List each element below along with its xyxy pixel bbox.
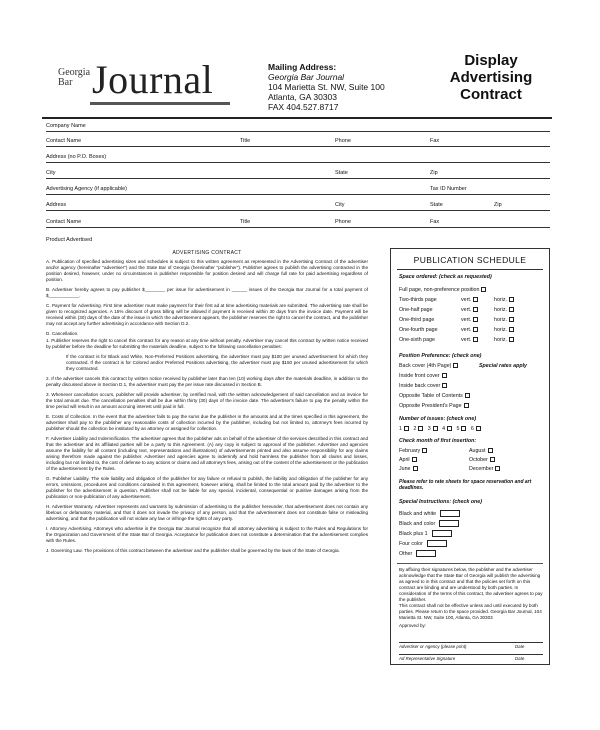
- agreement-text: By affixing their signatures below, the publisher and the advertiser acknowledge that the State Bar of Georgia will publish the advertising as agreed to in this contract and that the policies set forth on this contract are binding and are understood by both parties. In consideration of the terms of this contract, the advertiser agrees to pay the publisher.: [399, 567, 543, 602]
- checkbox[interactable]: [476, 426, 481, 431]
- fax-label: Fax: [430, 138, 440, 144]
- checkbox[interactable]: [440, 510, 460, 517]
- opt-horiz: horiz.: [494, 337, 507, 343]
- checkbox[interactable]: [404, 426, 409, 431]
- position-opposite-president[interactable]: [399, 403, 469, 409]
- size-one-sixth[interactable]: [399, 337, 435, 343]
- agency-label: Advertising Agency (if applicable): [46, 186, 128, 192]
- checkbox[interactable]: [495, 466, 500, 471]
- opt-horiz: horiz.: [494, 307, 507, 313]
- checkbox[interactable]: [464, 403, 469, 408]
- issue-count: 5: [456, 426, 460, 432]
- return-instructions: This contract shall not be effective unless and until executed by both parties. Please return to the space provided. Georgia Bar Journal, 104 Marietta St. NW, Suite 100, Atlanta, GA 30303: [399, 603, 542, 620]
- month-april[interactable]: [399, 457, 417, 463]
- size-label: One-half page: [399, 307, 433, 313]
- checkbox[interactable]: [442, 373, 447, 378]
- clause-h: H. Advertiser Warranty. Advertiser represents and warrants by submission of advertising to the publisher hereunder, that advertisement does not contain any libelous or defamatory material, and that it does not invade the privacy of any person, and that the advertisement does not constitute false or misleading advertising, and that the publication will not violate any law or infringe the rights of any party.: [46, 504, 368, 521]
- city2-label: City: [335, 202, 345, 208]
- checkbox[interactable]: [461, 426, 466, 431]
- mailing-address: [268, 62, 385, 112]
- size-label: Full page, non-preference position: [399, 287, 480, 293]
- city-label: City: [46, 170, 56, 176]
- issue-count: 1: [399, 426, 402, 432]
- clause-j: J. Governing Law. The provisions of this contract between the advertiser and the publisher shall be governed by the laws of the State of Georgia.: [46, 548, 340, 553]
- one-third-horiz[interactable]: [494, 317, 514, 323]
- clause-b: B. Advertiser hereby agrees to pay publisher $________ per issue for advertisement in ______ issues of the Georgia Bar Journal for a total payment of $____________.: [46, 287, 368, 298]
- state2-label: State: [430, 202, 443, 208]
- city-row[interactable]: [46, 165, 550, 179]
- color-label: Black and color: [399, 520, 436, 527]
- address2-row[interactable]: [46, 197, 550, 211]
- issue-count: 3: [427, 426, 431, 432]
- sig1-date-label: Date: [515, 644, 525, 649]
- position-opposite-toc[interactable]: [399, 393, 470, 399]
- checkbox[interactable]: [413, 466, 418, 471]
- checkbox[interactable]: [473, 337, 478, 342]
- checkbox[interactable]: [490, 457, 495, 462]
- special-rates-note: Special rates apply: [479, 363, 527, 369]
- space-ordered-label: Space ordered: (check as requested): [399, 274, 492, 280]
- state-label: State: [335, 170, 348, 176]
- rate-sheet-note: Please refer to rate sheets for space reservation and art deadlines.: [399, 479, 532, 491]
- schedule-title-rule: [397, 269, 543, 270]
- contact2-row[interactable]: [46, 214, 550, 228]
- checkbox[interactable]: [509, 307, 514, 312]
- size-one-half[interactable]: [399, 307, 433, 313]
- company-name-label: Company Name: [46, 123, 86, 129]
- clause-d1a: If the contract is for Black and White, Non-Preferred Positions advertising, the advertiser must pay $100 per unused advertisement for which they contracted. If the contract is for Colored and/or Preferred Positions advertising, the advertiser must pay $150 per unused advertisement for which they contracted.: [66, 354, 368, 371]
- sig1-label: Advertiser or Agency (please print): [399, 644, 467, 649]
- checkbox[interactable]: [488, 448, 493, 453]
- mailing-publication: Georgia Bar Journal: [268, 72, 345, 82]
- checkbox[interactable]: [432, 530, 452, 537]
- color-label: Black plus 1: [399, 530, 428, 537]
- color-label: Four color: [399, 540, 423, 547]
- clause-d1: 1. Publisher reserves the right to cancel this contract for any reason at any time without penalty. Advertiser may cancel this contract by written notice received by publisher before the deadline for submitting the materials deadline, subject to the following cancellation penalties:: [46, 338, 368, 349]
- position-back-cover[interactable]: [399, 363, 458, 369]
- opt-vert: vert.: [461, 307, 472, 313]
- size-full-page[interactable]: [399, 287, 486, 293]
- size-one-third[interactable]: [399, 317, 434, 323]
- opt-vert: vert.: [461, 337, 472, 343]
- opt-horiz: horiz.: [494, 317, 507, 323]
- issues-label: Number of issues: (check one): [399, 416, 477, 422]
- month-june[interactable]: [399, 466, 418, 472]
- title-line-1: Display: [464, 52, 518, 69]
- schedule-title: PUBLICATION SCHEDULE: [413, 255, 527, 265]
- checkbox[interactable]: [439, 520, 459, 527]
- checkbox[interactable]: [473, 297, 478, 302]
- checkbox[interactable]: [433, 426, 438, 431]
- month-august[interactable]: [469, 448, 493, 454]
- color-black-color[interactable]: [399, 520, 459, 527]
- one-fourth-vert[interactable]: [461, 327, 478, 333]
- ad-rep-signature-line[interactable]: [399, 654, 543, 661]
- opt-horiz: horiz.: [494, 327, 507, 333]
- title-label: Title: [240, 138, 251, 144]
- month-october[interactable]: [469, 457, 495, 463]
- checkbox[interactable]: [509, 337, 514, 342]
- checkbox[interactable]: [509, 297, 514, 302]
- color-four-color[interactable]: [399, 540, 447, 547]
- clause-g: G. Publisher Liability. The sole liability and obligation of the publisher for any failure or refusal to publish, the liability and obligation of the publisher for any errors, omissions, procedures and conditions contained in this agreement, however arising, shall be limited to the total amount paid by the advertiser to the publisher for the advertisement in question. Publisher shall not be liable for any special, incidental, consequential or punitive damages arising from the publication or non-publication of any advertisement.: [46, 476, 368, 499]
- issue-count: 2: [413, 426, 417, 432]
- phone2-label: Phone: [335, 219, 351, 225]
- document-title: [436, 52, 546, 103]
- checkbox[interactable]: [447, 426, 452, 431]
- two-thirds-horiz[interactable]: [494, 297, 514, 303]
- size-label: One-fourth page: [399, 327, 438, 333]
- size-two-thirds[interactable]: [399, 297, 437, 303]
- month-label: April: [399, 457, 410, 463]
- color-label: Other: [399, 550, 413, 557]
- color-other[interactable]: [399, 550, 436, 557]
- clause-d: D. Cancellation.: [46, 331, 79, 336]
- checkbox[interactable]: [412, 457, 417, 462]
- advertiser-signature-line[interactable]: [399, 642, 543, 649]
- checkbox[interactable]: [442, 383, 447, 388]
- logo-small-text: Georgia Bar: [58, 67, 91, 88]
- opt-vert: vert.: [461, 297, 472, 303]
- checkbox[interactable]: [465, 393, 470, 398]
- company-name-field[interactable]: [46, 118, 550, 132]
- one-sixth-horiz[interactable]: [494, 337, 514, 343]
- first-insertion-label: Check month of first insertion:: [399, 438, 477, 444]
- checkbox[interactable]: [427, 540, 447, 547]
- two-thirds-vert[interactable]: [461, 297, 478, 303]
- checkbox[interactable]: [481, 287, 486, 292]
- one-sixth-vert[interactable]: [461, 337, 478, 343]
- special-instructions-label: Special Instructions: (check one): [399, 499, 483, 505]
- contract-heading: ADVERTISING CONTRACT: [172, 250, 242, 256]
- position-label: Inside front cover: [399, 373, 440, 379]
- month-label: October: [469, 457, 488, 463]
- title-line-2: Advertising: [449, 69, 533, 86]
- product-advertised-label: Product Advertised: [46, 237, 93, 243]
- fax2-label: Fax: [430, 219, 440, 225]
- agency-row[interactable]: [46, 181, 550, 195]
- checkbox[interactable]: [418, 426, 423, 431]
- month-december[interactable]: [469, 466, 500, 472]
- clause-d2: 2. If the advertiser cancels this contract by written notice received by publisher later than ten (10) working days after the materials deadline, in addition to the penalty discussed above in Section D.1, the advertiser must pay the per issue rate discussed in Section B.: [46, 376, 368, 387]
- position-preference-label: Position Preference: (check one): [399, 353, 482, 359]
- position-inside-back[interactable]: [399, 383, 447, 389]
- month-label: December: [469, 466, 494, 472]
- issues-options[interactable]: [399, 426, 481, 432]
- opt-horiz: horiz.: [494, 297, 507, 303]
- contact-row[interactable]: [46, 133, 550, 147]
- checkbox[interactable]: [473, 317, 478, 322]
- clause-e: E. Costs of Collection. In the event that the advertiser fails to pay the sums due the publisher in the amounts and at the times specified in this agreement, the advertiser shall pay to the publisher any reasonable costs of collection incurred by the publisher, including but not limited to, attorney's fees incurred by publisher should the collection be instituted by an attorney or assigned for collection.: [46, 414, 368, 431]
- month-label: February: [399, 448, 421, 454]
- section-divider: [397, 563, 543, 564]
- contract-terms: [46, 250, 368, 558]
- checkbox[interactable]: [416, 550, 436, 557]
- checkbox[interactable]: [473, 327, 478, 332]
- checkbox[interactable]: [509, 327, 514, 332]
- month-label: June: [399, 466, 411, 472]
- position-label: Opposite Table of Contents: [399, 393, 463, 399]
- zip2-label: Zip: [494, 202, 502, 208]
- clause-c: C. Payment for Advertising. First time advertiser must make payment for their first ad at time advertising materials are submitted. The advertising rate shall be given to recognized agencies. A 15% discount of gross billing will be allowed if payment is received within 30 days from the invoice date. Payment will be received within (30) days of the date of the issue in which the advertisement appears, the publisher reserves the right to cancel the contract, and the publisher may not accept any further advertising in accordance with Section D.2.: [46, 303, 368, 326]
- mailing-city: Atlanta, GA 30303: [268, 92, 337, 102]
- one-half-vert[interactable]: [461, 307, 478, 313]
- tax-id-label: Tax ID Number: [430, 186, 467, 192]
- color-label: Black and white: [399, 510, 437, 517]
- clause-i: I. Attorney Advertising. Attorneys who advertise in the Georgia Bar Journal recognize that all attorney advertising is subject to the Rules and Regulations for the Organization and Government of the State Bar of Georgia. Acceptance for publication does not constitute a determination that the advertisement complies with the Rules.: [46, 526, 368, 543]
- one-third-vert[interactable]: [461, 317, 478, 323]
- checkbox[interactable]: [509, 317, 514, 322]
- address2-label: Address: [46, 202, 67, 208]
- color-black-white[interactable]: [399, 510, 460, 517]
- one-half-horiz[interactable]: [494, 307, 514, 313]
- checkbox[interactable]: [453, 363, 458, 368]
- position-label: Opposite President's Page: [399, 403, 462, 409]
- address-field[interactable]: [46, 149, 550, 163]
- issue-count: 6: [470, 426, 474, 432]
- sig2-label: Ad Representative Signature: [399, 656, 456, 661]
- phone-label: Phone: [335, 138, 351, 144]
- position-label: Inside back cover: [399, 383, 441, 389]
- color-black-plus-1[interactable]: [399, 530, 452, 537]
- title2-label: Title: [240, 219, 251, 225]
- size-label: One-sixth page: [399, 337, 435, 343]
- mailing-heading: Mailing Address:: [268, 62, 337, 72]
- zip-label: Zip: [430, 170, 438, 176]
- journal-logo: [50, 58, 225, 108]
- size-label: Two-thirds page: [399, 297, 437, 303]
- month-label: August: [469, 448, 486, 454]
- mailing-fax: FAX 404.527.8717: [268, 102, 339, 112]
- logo-rule: [90, 102, 230, 105]
- sig2-date-label: Date: [515, 656, 525, 661]
- opt-vert: vert.: [461, 327, 472, 333]
- checkbox[interactable]: [473, 307, 478, 312]
- logo-big-text: Journal: [92, 57, 214, 102]
- approved-by-label: Approved by:: [399, 623, 427, 628]
- clause-d3: 3. Whenever cancellation occurs, publisher will provide advertiser, by certified mail, with the written acknowledgement of said cancellation and an invoice for the total amount due. The cancellation penalties shall be due within thirty (30) days of the invoice date. The advertiser's failure to pay the penalty within the time period will result in an amount accruing interest until paid in full.: [46, 392, 368, 409]
- clause-a: A. Publication of specified advertising sizes and schedules is subject to this written agreement as represented in the Advertising Contract of the advertiser and/or agency (hereinafter "advertiser") and the State Bar of Georgia (hereinafter "publisher"). Publisher agrees to publish the advertising contracted in the position desired, however, under no circumstances is publisher responsible for position desired and will charge full rate for paid advertising regardless of position.: [46, 259, 368, 282]
- title-line-3: Contract: [460, 86, 522, 103]
- position-label: Back cover (4th Page): [399, 363, 452, 369]
- position-inside-front[interactable]: [399, 373, 447, 379]
- opt-vert: vert.: [461, 317, 472, 323]
- month-february[interactable]: [399, 448, 427, 454]
- checkbox[interactable]: [422, 448, 427, 453]
- issue-count: 4: [442, 426, 446, 432]
- size-one-fourth[interactable]: [399, 327, 438, 333]
- one-fourth-horiz[interactable]: [494, 327, 514, 333]
- mailing-street: 104 Marietta St. NW, Suite 100: [268, 82, 385, 92]
- size-label: One-third page: [399, 317, 435, 323]
- publication-schedule-box: [390, 248, 550, 665]
- clause-f: F. Advertiser Liability and Indemnification. The advertiser agrees that the publisher ads on behalf of the advertiser of the services described in this contract and that the advertiser and its affiliated parties will be a party to this Agreement. (A) any copy is subject to approval of the publisher. Advertiser and agencies assume the liability for all content (including text, representations and illustrations) of advertisements printed and also assume responsibility for any claims arising therefrom made against the publisher. Advertiser and agencies agree to indemnify and hold harmless the publisher from all claims and losses, including but not limited to, the cost of defense to any actions or claims and all attorney's fees, arising out of the content of the advertisement or the publication of the advertisement by the Rules.: [46, 436, 368, 471]
- contact-name-label: Contact Name: [46, 138, 82, 144]
- address-label: Address (no P.O. Boxes): [46, 154, 107, 160]
- contact-name2-label: Contact Name: [46, 219, 82, 225]
